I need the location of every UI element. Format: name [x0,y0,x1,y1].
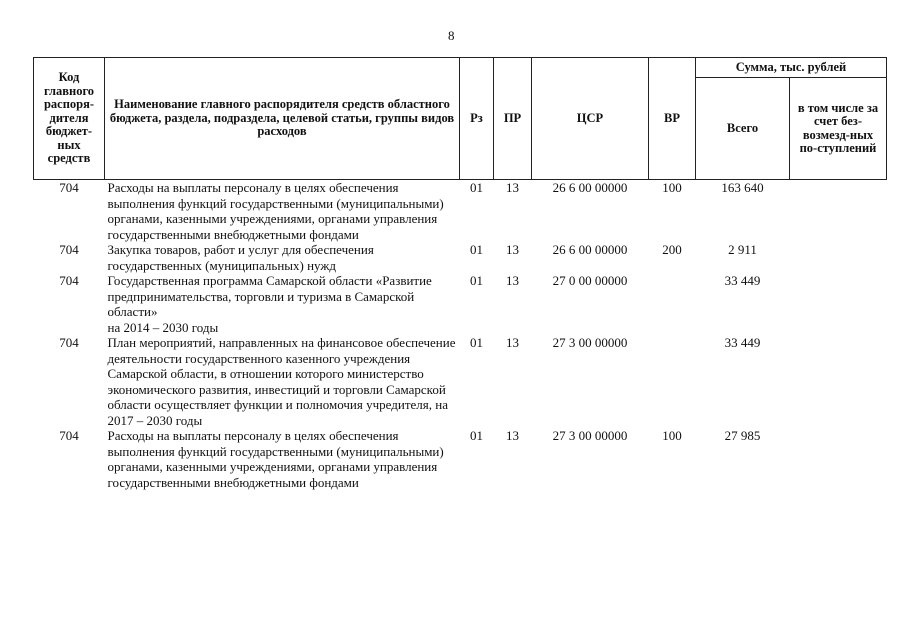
table-header [34,58,887,180]
cell-rz: 01 [470,335,483,350]
cell-pr: 13 [506,273,519,288]
cell-name: Расходы на выплаты персоналу в целях обеспечения выполнения функций государственными (муниципальными) органами, казенными учреждениями, органами управления государственными внебюджетными фондами [107,180,444,242]
table-row [34,273,887,335]
table-row [34,335,887,428]
cell-csr: 27 3 00 00000 [552,335,628,350]
cell-rz: 01 [470,242,483,257]
cell-vr: 100 [662,428,682,443]
cell-rz: 01 [470,180,483,195]
cell-pr: 13 [506,335,519,350]
page-number: 8 [448,28,455,43]
cell-name: План мероприятий, направленных на финансовое обеспечение деятельности государственного казенного учреждения Самарской области, в отношении которого министерство экономического развития, инвестиций и торговли Самарской области осуществляет функции и полномочия учредителя, на 2017 – 2030 годы [107,335,456,428]
cell-vr [649,273,696,335]
cell-gratuitous [790,242,887,273]
cell-pr: 13 [506,428,519,443]
table-row [34,242,887,273]
cell-pr: 13 [506,242,519,257]
table-body [34,180,887,491]
header-gratuitous: в том числе за счет без-возмезд-ных по-ступлений [790,78,887,180]
cell-gratuitous [790,335,887,428]
cell-rz: 01 [470,273,483,288]
cell-code: 704 [59,242,79,257]
cell-gratuitous [790,273,887,335]
cell-csr: 27 3 00 00000 [552,428,628,443]
header-csr: ЦСР [532,58,649,180]
cell-vr [649,335,696,428]
cell-code: 704 [59,180,79,195]
header-total: Всего [696,78,790,180]
cell-total: 2 911 [728,242,757,257]
cell-gratuitous [790,180,887,243]
header-code: Код главного распоря-дителя бюджет-ных средств [34,58,105,180]
header-pr: ПР [494,58,532,180]
cell-name: Расходы на выплаты персоналу в целях обеспечения выполнения функций государственными (муниципальными) органами, казенными учреждениями, органами управления государственными внебюджетными фондами [107,428,444,490]
header-name: Наименование главного распорядителя средств областного бюджета, раздела, подраздела, целевой статьи, группы видов расходов [105,58,460,180]
cell-name: Государственная программа Самарской области «Развитие предпринимательства, торговли и туризма в Самарской области» на 2014 – 2030 годы [107,273,432,335]
cell-total: 27 985 [724,428,761,443]
table-row [34,428,887,490]
cell-rz: 01 [470,428,483,443]
header-sum: Сумма, тыс. рублей [696,58,887,78]
table-row [34,180,887,243]
cell-name: Закупка товаров, работ и услуг для обеспечения государственных (муниципальных) нужд [107,242,374,273]
cell-pr: 13 [506,180,519,195]
cell-csr: 26 6 00 00000 [552,242,628,257]
cell-csr: 27 0 00 00000 [552,273,628,288]
cell-vr: 200 [662,242,682,257]
cell-total: 163 640 [721,180,764,195]
cell-code: 704 [59,273,79,288]
cell-code: 704 [59,428,79,443]
cell-total: 33 449 [724,273,761,288]
header-rz: Рз [460,58,494,180]
cell-code: 704 [59,335,79,350]
header-vr: ВР [649,58,696,180]
cell-csr: 26 6 00 00000 [552,180,628,195]
cell-total: 33 449 [724,335,761,350]
cell-vr: 100 [662,180,682,195]
cell-gratuitous [790,428,887,490]
budget-table [33,57,887,490]
